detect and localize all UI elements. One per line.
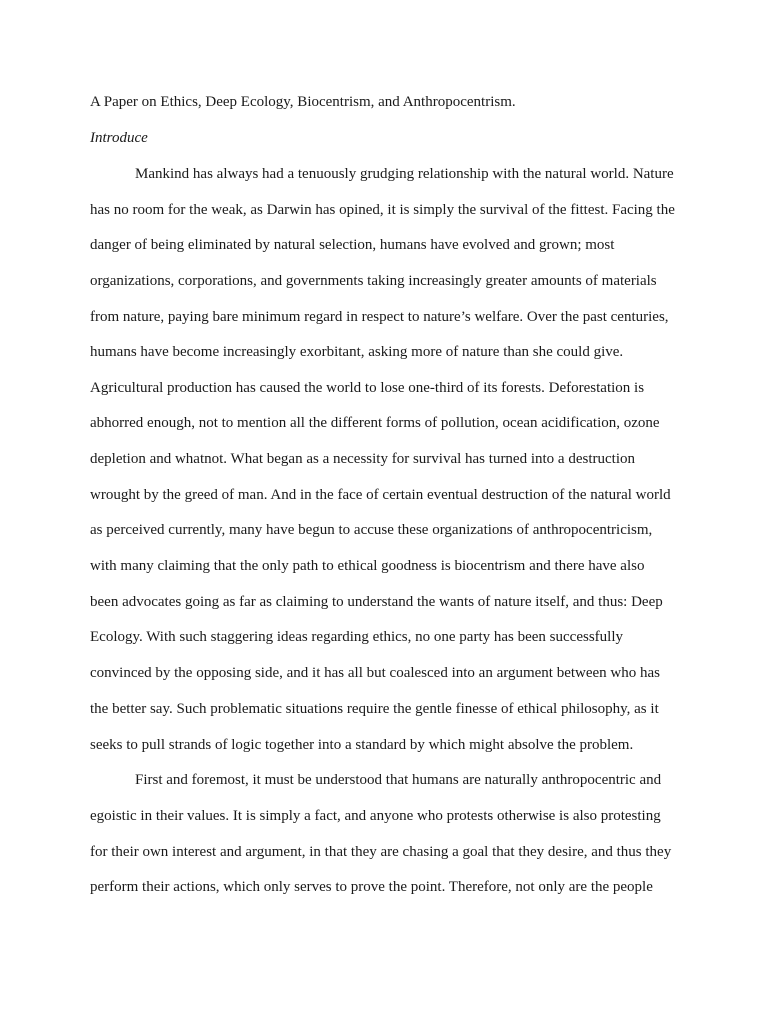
paragraph-line: abhorred enough, not to mention all the different forms of pollution, ocean acidification, ozone xyxy=(90,415,660,431)
document-title: A Paper on Ethics, Deep Ecology, Biocentrism, and Anthropocentrism. xyxy=(90,94,516,110)
paragraph-line: Ecology. With such staggering ideas regarding ethics, no one party has been successfully xyxy=(90,629,623,645)
paragraph-line: perform their actions, which only serves to prove the point. Therefore, not only are the people xyxy=(90,879,653,895)
paragraph-line: been advocates going as far as claiming to understand the wants of nature itself, and thus: Deep xyxy=(90,594,663,610)
paragraph-line: danger of being eliminated by natural selection, humans have evolved and grown; most xyxy=(90,237,615,253)
paragraph-line: First and foremost, it must be understood that humans are naturally anthropocentric and xyxy=(135,772,662,788)
paragraph-line: seeks to pull strands of logic together into a standard by which might absolve the problem. xyxy=(90,737,634,753)
paragraph-line: organizations, corporations, and governments taking increasingly greater amounts of materials xyxy=(90,273,657,289)
paragraph-line: Agricultural production has caused the world to lose one-third of its forests. Deforestation is xyxy=(90,380,645,396)
paragraph-line: the better say. Such problematic situations require the gentle finesse of ethical philosophy, as it xyxy=(90,701,659,717)
paragraph-line: from nature, paying bare minimum regard in respect to nature’s welfare. Over the past centuries, xyxy=(90,309,669,325)
paragraph-line: with many claiming that the only path to ethical goodness is biocentrism and there have also xyxy=(90,558,645,574)
paragraph-line: wrought by the greed of man. And in the face of certain eventual destruction of the natural world xyxy=(90,487,671,503)
paragraph-line: for their own interest and argument, in that they are chasing a goal that they desire, and thus they xyxy=(90,844,672,860)
section-heading: Introduce xyxy=(90,130,148,146)
paragraph-line: Mankind has always had a tenuously grudging relationship with the natural world. Nature xyxy=(135,166,674,182)
paragraph-line: humans have become increasingly exorbitant, asking more of nature than she could give. xyxy=(90,344,624,360)
paragraph-line: convinced by the opposing side, and it has all but coalesced into an argument between who has xyxy=(90,665,660,681)
paragraph-line: has no room for the weak, as Darwin has opined, it is simply the survival of the fittest. Facing the xyxy=(90,202,675,218)
paragraph-line: egoistic in their values. It is simply a fact, and anyone who protests otherwise is also protesting xyxy=(90,808,661,824)
paragraph-line: depletion and whatnot. What began as a necessity for survival has turned into a destruction xyxy=(90,451,635,467)
paragraph-line: as perceived currently, many have begun to accuse these organizations of anthropocentricism, xyxy=(90,522,653,538)
